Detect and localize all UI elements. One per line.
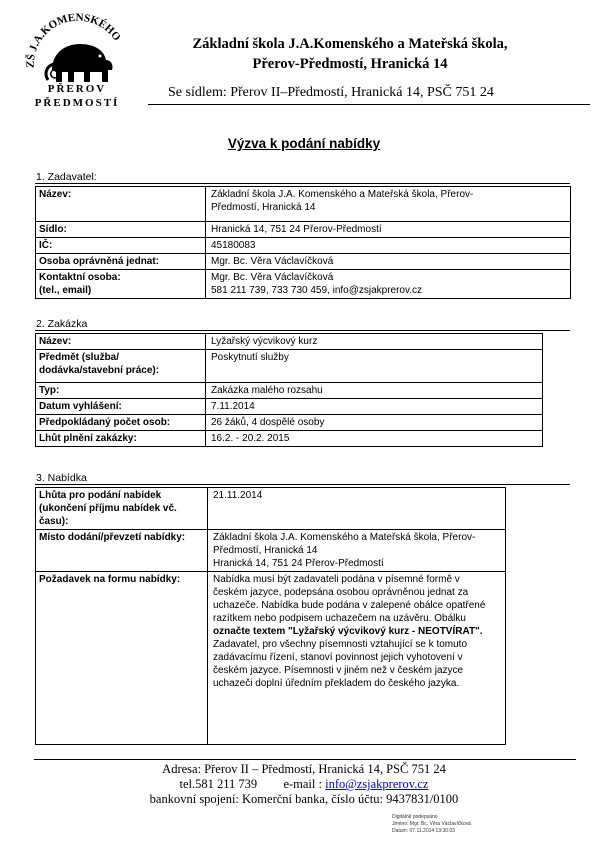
table-row (36, 415, 543, 431)
row-value: Hranická 14, 751 24 Přerov-Předmostí (206, 222, 571, 238)
row-label: IČ: (36, 238, 206, 254)
signature-line2: Jméno: Mgr. Bc. Věra Václavíčková (392, 821, 471, 827)
row-value: Lyžařský výcvikový kurz (206, 334, 543, 350)
section3-table (35, 487, 506, 745)
table-row (36, 572, 506, 745)
row-label: Požadavek na formu nabídky: (36, 572, 208, 745)
section1-divider (35, 183, 570, 184)
row-value: Nabídka musí být zadavateli podána v písemné formě v českém jazyce, podepsána osobou oprávněnou jednat za uchazeče. Nabídka bude podána v zalepené obálce opatřené razítkem nebo podpisem uchazečem na uzávěru. Obálku označte textem "Lyžařský výcvikový kurz - NEOTVÍRAT". Zadavatel, pro všechny písemnosti vztahující se k tomuto zadávacímu řízení, stanoví povinnost jejich vyhotovení v českém jazyce. Písemnosti v jiném než v českém jazyce uchazeči doplní úředním překladem do českého jazyka. (208, 572, 506, 745)
footer-phone: tel.581 211 739 (179, 777, 258, 791)
table-row (36, 431, 543, 447)
table-row (36, 530, 506, 572)
school-name-line1: Základní škola J.A.Komenského a Mateřská škola, (192, 36, 508, 52)
table-row (36, 350, 543, 383)
row-label: Sídlo: (36, 222, 206, 238)
row-label: Lhůta pro podání nabídek (ukončení příjmu nabídek vč. času): (36, 488, 208, 530)
row-value: 21.11.2014 (208, 488, 506, 530)
row-label: Lhůt plnění zakázky: (36, 431, 206, 447)
table-row (36, 254, 571, 270)
school-seat: Se sídlem: Přerov II–Předmostí, Hranická 14, PSČ 751 24 (168, 85, 494, 100)
table-row (36, 399, 543, 415)
header-divider (148, 104, 590, 105)
row-value: 45180083 (206, 238, 571, 254)
row-value: Mgr. Bc. Věra Václavíčková 581 211 739, 733 730 459, info@zsjakprerov.cz (206, 270, 571, 299)
row-value: Základní škola J.A. Komenského a Mateřská škola, Přerov- Předmostí, Hranická 14 Hranická 14, 751 24 Přerov-Předmostí (208, 530, 506, 572)
table-row (36, 383, 543, 399)
table-row (36, 238, 571, 254)
footer-email-label: e-mail : (283, 777, 322, 791)
section3-title: 3. Nabídka (36, 472, 87, 484)
footer-address: Adresa: Přerov II – Předmostí, Hranická 14, PSČ 751 24 (162, 762, 446, 776)
row-value: Základní škola J.A. Komenského a Mateřská škola, Přerov- Předmostí, Hranická 14 (206, 187, 571, 222)
school-name-line2: Přerov-Předmostí, Hranická 14 (252, 56, 448, 72)
row-label: Místo dodání/převzetí nabídky: (36, 530, 208, 572)
logo-graphic (18, 8, 136, 110)
row-value: 7.11.2014 (206, 399, 543, 415)
section1-title: 1. Zadavatel: (36, 171, 97, 183)
section2-title: 2. Zakázka (36, 318, 88, 330)
document-title: Výzva k podání nabídky (227, 136, 381, 151)
table-row (36, 334, 543, 350)
row-label: Datum vyhlášení: (36, 399, 206, 415)
row-value: Poskytnutí služby (206, 350, 543, 383)
footer-bank: bankovní spojení: Komerční banka, číslo účtu: 9437831/0100 (149, 792, 459, 806)
section1-table (35, 186, 571, 299)
mammoth-icon (46, 44, 113, 82)
logo-line1: PŘEROV (47, 83, 107, 95)
row-label: Typ: (36, 383, 206, 399)
row-label: Předmět (služba/ dodávka/stavební práce): (36, 350, 206, 383)
row-label: Název: (36, 187, 206, 222)
row-label: Kontaktní osoba: (tel., email) (36, 270, 206, 299)
row-label: Předpokládaný počet osob: (36, 415, 206, 431)
row-value: 26 žáků, 4 dospělé osoby (206, 415, 543, 431)
signature-line3: Datum: 07.11.2014 13:30:03 (392, 828, 456, 834)
section2-divider (35, 330, 570, 331)
logo-arc-text: ZŠ J.A.KOMENSKÉHO (24, 11, 123, 69)
signature-line1: Digitálně podepsáno (392, 814, 438, 820)
section3-divider (35, 484, 570, 485)
table-row (36, 222, 571, 238)
footer-divider (34, 759, 576, 760)
school-logo (18, 8, 136, 110)
table-row (36, 488, 506, 530)
row-value: Mgr. Bc. Věra Václavíčková (206, 254, 571, 270)
footer-email-link[interactable]: info@zsjakprerov.cz (325, 777, 429, 791)
table-row (36, 270, 571, 299)
row-label: Název: (36, 334, 206, 350)
logo-line2: PŘEDMOSTÍ (34, 97, 120, 109)
footer-contact (0, 777, 608, 792)
row-value: Zakázka malého rozsahu (206, 383, 543, 399)
row-label: Osoba oprávněná jednat: (36, 254, 206, 270)
table-row (36, 187, 571, 222)
section2-table (35, 333, 543, 447)
row-value: 16.2. - 20.2. 2015 (206, 431, 543, 447)
